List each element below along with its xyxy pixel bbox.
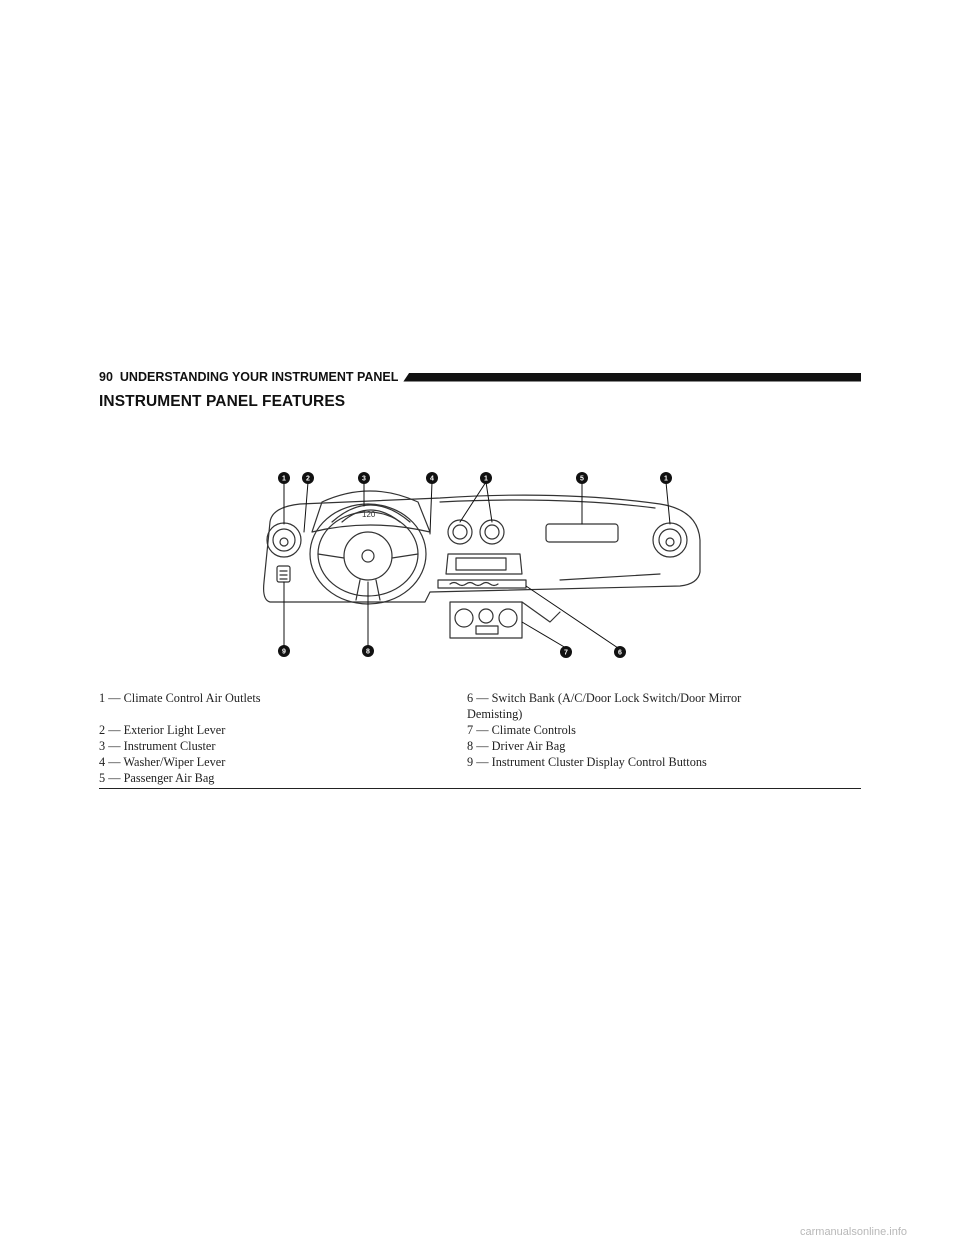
center-console — [450, 602, 522, 638]
climate-controls — [455, 609, 473, 627]
svg-text:1: 1 — [484, 475, 488, 483]
legend-item: 5 — Passenger Air Bag — [99, 771, 215, 785]
callout-4 — [426, 472, 438, 484]
driver-air-bag — [344, 532, 392, 580]
legend-item: 7 — Climate Controls — [467, 723, 576, 737]
center-left-air-outlet — [448, 520, 472, 544]
callout-2 — [302, 472, 314, 484]
callout-1-left — [278, 472, 290, 484]
page-title: INSTRUMENT PANEL FEATURES — [99, 393, 346, 410]
passenger-air-bag — [546, 524, 618, 542]
svg-text:6: 6 — [618, 649, 622, 657]
section-title: UNDERSTANDING YOUR INSTRUMENT PANEL — [119, 370, 399, 384]
legend-right-column — [467, 690, 861, 770]
running-header — [99, 369, 861, 385]
legend-item: 9 — Instrument Cluster Display Control Buttons — [467, 755, 707, 769]
legend-bottom-rule — [99, 788, 861, 789]
watermark[interactable]: carmanualsonline.info — [800, 1226, 908, 1238]
svg-text:9: 9 — [282, 648, 286, 656]
center-display — [446, 554, 522, 574]
left-air-outlet — [267, 523, 301, 557]
callout-6 — [614, 646, 626, 658]
svg-text:8: 8 — [366, 648, 370, 656]
instrument-panel-illustration — [260, 462, 710, 662]
svg-text:1: 1 — [664, 475, 668, 483]
svg-text:1: 1 — [282, 475, 286, 483]
svg-text:2: 2 — [306, 475, 310, 483]
center-right-air-outlet — [480, 520, 504, 544]
legend-item: 1 — Climate Control Air Outlets — [99, 691, 261, 705]
legend-left-column — [99, 690, 439, 786]
svg-text:5: 5 — [580, 475, 584, 483]
page-number: 90 — [99, 370, 113, 384]
header-bar — [403, 373, 861, 382]
callout-1-center — [480, 472, 492, 484]
svg-text:3: 3 — [362, 475, 366, 483]
callout-5 — [576, 472, 588, 484]
dashboard-outline — [264, 495, 700, 602]
legend-item: 8 — Driver Air Bag — [467, 739, 566, 753]
legend-item: 3 — Instrument Cluster — [99, 739, 216, 753]
legend-item-continuation: Demisting) — [467, 707, 523, 721]
callout-9 — [278, 645, 290, 657]
callout-1-right — [660, 472, 672, 484]
svg-text:7: 7 — [564, 649, 568, 657]
callout-7 — [560, 646, 572, 658]
cluster-readout: 120 — [362, 510, 376, 519]
right-air-outlet — [653, 523, 687, 557]
callout-8 — [362, 645, 374, 657]
legend-item: 2 — Exterior Light Lever — [99, 723, 226, 737]
callout-3 — [358, 472, 370, 484]
instrument-panel-figure — [260, 462, 710, 662]
svg-text:4: 4 — [430, 475, 434, 483]
legend-item: 4 — Washer/Wiper Lever — [99, 755, 226, 769]
legend-item: 6 — Switch Bank (A/C/Door Lock Switch/Door Mirror — [467, 691, 742, 705]
